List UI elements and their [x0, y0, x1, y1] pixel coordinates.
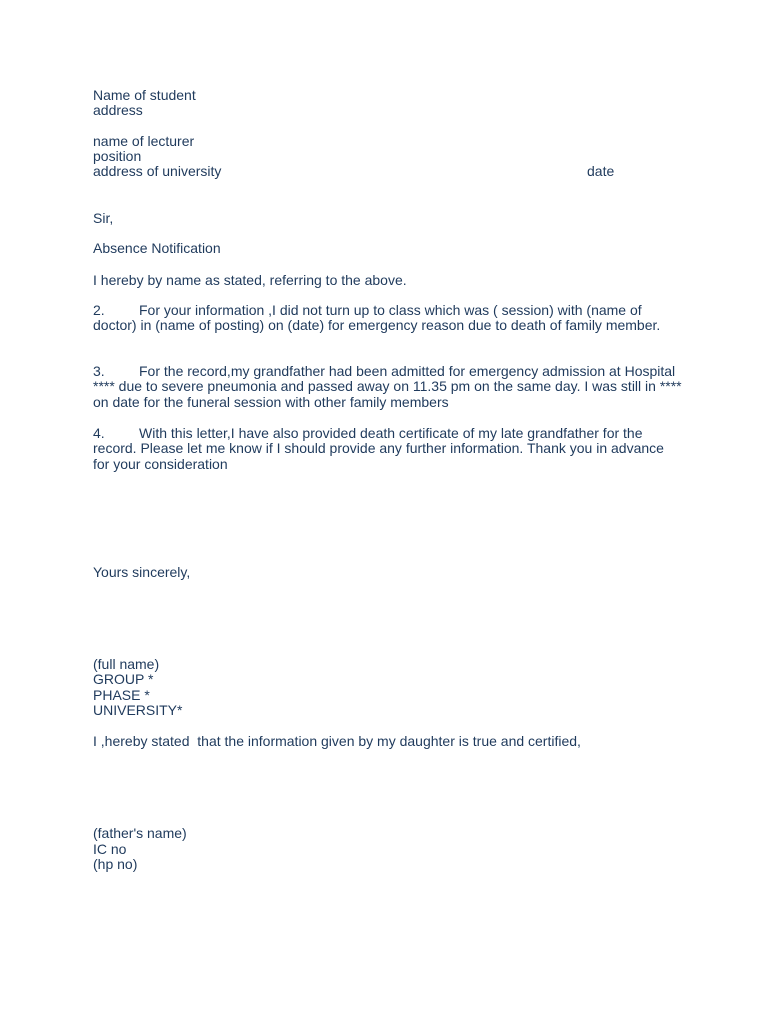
- subject-line: Absence Notification: [93, 240, 221, 256]
- parent-name: (father's name): [93, 825, 187, 841]
- paragraph-text: For your information ,I did not turn up to class which was ( session) with (name of doctor) in (name of posting) on (date) for emergency reason due to death of family member.: [93, 302, 661, 334]
- paragraph-text: For the record,my grandfather had been admitted for emergency admission at Hospital **** due to severe pneumonia and passed away on 11.35 pm on the same day. I was still in **** on date for the funeral session with other family members: [93, 363, 682, 410]
- paragraph-number: 2.: [93, 302, 105, 318]
- parent-statement: I ,hereby stated that the information given by my daughter is true and certified,: [93, 733, 581, 749]
- recipient-position: position: [93, 148, 142, 164]
- paragraph-number: 3.: [93, 363, 105, 379]
- recipient-address: address of university: [93, 163, 222, 179]
- closing: Yours sincerely,: [93, 564, 191, 580]
- signature-phase: PHASE *: [93, 687, 150, 703]
- paragraph-3: [93, 364, 683, 410]
- date-label: date: [587, 163, 615, 179]
- signature-full-name: (full name): [93, 656, 160, 672]
- paragraph-2: [93, 303, 683, 334]
- sender-name: Name of student: [93, 87, 196, 103]
- intro-paragraph: I hereby by name as stated, referring to the above.: [93, 272, 407, 288]
- paragraph-number: 4.: [93, 425, 105, 441]
- paragraph-4: [93, 426, 683, 472]
- paragraph-text: With this letter,I have also provided death certificate of my late grandfather for the record. Please let me know if I should provide any further information. Thank you in advance for your consideration: [93, 425, 664, 472]
- parent-phone: (hp no): [93, 856, 138, 872]
- signature-university: UNIVERSITY*: [93, 702, 183, 718]
- salutation: Sir,: [93, 210, 114, 226]
- parent-ic: IC no: [93, 841, 127, 857]
- recipient-name: name of lecturer: [93, 133, 195, 149]
- signature-group: GROUP *: [93, 671, 154, 687]
- sender-address: address: [93, 102, 143, 118]
